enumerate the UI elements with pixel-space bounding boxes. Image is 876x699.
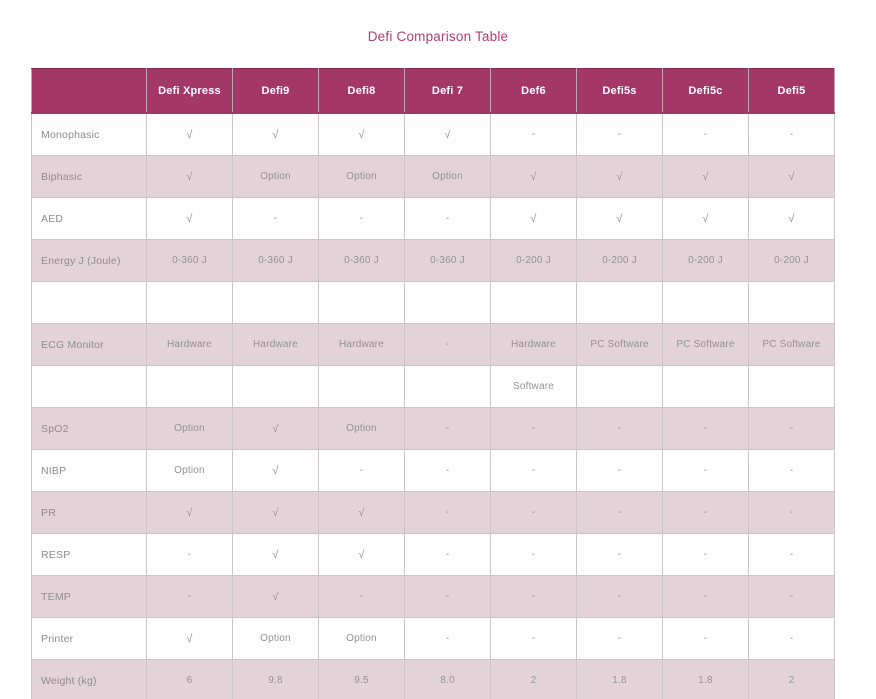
table-cell: 1.8	[663, 660, 749, 699]
table-row	[32, 450, 835, 492]
table-cell: -	[405, 450, 491, 492]
table-cell: Hardware	[147, 324, 233, 366]
table-cell: -	[147, 534, 233, 576]
table-cell: -	[405, 324, 491, 366]
row-label: AED	[32, 198, 147, 240]
table-row	[32, 366, 835, 408]
table-cell: Option	[147, 408, 233, 450]
table-cell: √	[233, 492, 319, 534]
table-cell: -	[405, 492, 491, 534]
table-row	[32, 492, 835, 534]
table-cell: Option	[147, 450, 233, 492]
table-cell: 0-200 J	[577, 240, 663, 282]
table-cell: -	[491, 113, 577, 156]
table-cell: √	[491, 198, 577, 240]
table-cell: 0-200 J	[749, 240, 835, 282]
table-cell: √	[147, 492, 233, 534]
table-row	[32, 198, 835, 240]
table-cell: -	[405, 198, 491, 240]
table-cell: √	[233, 450, 319, 492]
table-row	[32, 408, 835, 450]
table-cell: Hardware	[319, 324, 405, 366]
table-cell: 0-360 J	[147, 240, 233, 282]
row-label: PR	[32, 492, 147, 534]
table-cell: 0-360 J	[405, 240, 491, 282]
row-label: Printer	[32, 618, 147, 660]
row-label: NIBP	[32, 450, 147, 492]
table-row	[32, 618, 835, 660]
column-header: Defi Xpress	[147, 69, 233, 114]
table-cell: -	[749, 450, 835, 492]
table-cell: -	[749, 576, 835, 618]
table-cell: -	[577, 450, 663, 492]
table-row	[32, 534, 835, 576]
table-cell: √	[147, 618, 233, 660]
table-cell: -	[749, 534, 835, 576]
table-cell: Hardware	[491, 324, 577, 366]
table-cell: √	[577, 198, 663, 240]
table-cell: √	[577, 156, 663, 198]
table-cell	[319, 282, 405, 324]
table-cell: -	[577, 576, 663, 618]
table-cell: 0-200 J	[491, 240, 577, 282]
table-cell	[663, 366, 749, 408]
table-cell: Option	[233, 156, 319, 198]
table-cell	[405, 282, 491, 324]
table-cell: 2	[749, 660, 835, 699]
table-cell: Software	[491, 366, 577, 408]
table-cell: -	[147, 576, 233, 618]
table-cell: -	[405, 576, 491, 618]
table-cell: 2	[491, 660, 577, 699]
column-header: Defi 7	[405, 69, 491, 114]
table-cell: 9.8	[233, 660, 319, 699]
table-cell: -	[663, 408, 749, 450]
column-header: Def6	[491, 69, 577, 114]
table-row	[32, 576, 835, 618]
table-cell: -	[491, 618, 577, 660]
table-cell	[491, 282, 577, 324]
table-cell: √	[319, 534, 405, 576]
row-label: SpO2	[32, 408, 147, 450]
table-cell: PC Software	[663, 324, 749, 366]
table-row	[32, 282, 835, 324]
row-label: Weight (kg)	[32, 660, 147, 699]
table-cell: √	[233, 408, 319, 450]
table-cell: 0-360 J	[233, 240, 319, 282]
table-cell: Hardware	[233, 324, 319, 366]
table-cell: -	[663, 576, 749, 618]
row-label: TEMP	[32, 576, 147, 618]
table-cell: -	[663, 113, 749, 156]
comparison-table	[31, 68, 835, 699]
table-cell: -	[663, 534, 749, 576]
column-header: Defi9	[233, 69, 319, 114]
table-cell: 8.0	[405, 660, 491, 699]
table-cell: -	[491, 534, 577, 576]
table-cell: 0-360 J	[319, 240, 405, 282]
table-cell	[319, 366, 405, 408]
table-cell: PC Software	[577, 324, 663, 366]
table-cell: √	[663, 156, 749, 198]
table-cell	[233, 366, 319, 408]
table-cell: -	[491, 450, 577, 492]
table-cell: √	[319, 492, 405, 534]
table-cell: -	[405, 408, 491, 450]
table-cell: -	[663, 450, 749, 492]
table-cell: √	[233, 534, 319, 576]
table-cell: Option	[319, 618, 405, 660]
table-cell: √	[147, 198, 233, 240]
table-cell: -	[577, 534, 663, 576]
table-cell: Option	[319, 156, 405, 198]
row-label: Energy J (Joule)	[32, 240, 147, 282]
row-label	[32, 366, 147, 408]
table-cell: √	[147, 113, 233, 156]
table-row	[32, 113, 835, 156]
table-body	[32, 113, 835, 699]
table-cell: -	[663, 618, 749, 660]
row-label: Biphasic	[32, 156, 147, 198]
table-cell: 6	[147, 660, 233, 699]
table-row	[32, 240, 835, 282]
table-cell: -	[749, 618, 835, 660]
table-cell: -	[405, 618, 491, 660]
table-cell: √	[319, 113, 405, 156]
table-cell	[233, 282, 319, 324]
header-row	[32, 69, 835, 114]
header-cell-empty	[32, 69, 147, 114]
table-cell: Option	[405, 156, 491, 198]
table-cell: -	[491, 408, 577, 450]
table-cell	[405, 366, 491, 408]
table-cell	[577, 366, 663, 408]
table-cell: -	[577, 492, 663, 534]
table-cell: -	[319, 198, 405, 240]
table-cell: Option	[233, 618, 319, 660]
table-cell: √	[491, 156, 577, 198]
table-cell	[147, 282, 233, 324]
row-label: ECG Monitor	[32, 324, 147, 366]
row-label: RESP	[32, 534, 147, 576]
column-header: Defi5c	[663, 69, 749, 114]
page-title: Defi Comparison Table	[367, 29, 509, 44]
table-row	[32, 156, 835, 198]
table-cell: √	[233, 113, 319, 156]
table-cell	[577, 282, 663, 324]
table-cell: -	[319, 450, 405, 492]
table-cell: -	[491, 492, 577, 534]
table-cell	[147, 366, 233, 408]
table-cell: -	[577, 113, 663, 156]
table-cell: -	[749, 492, 835, 534]
table-cell: PC Software	[749, 324, 835, 366]
table-row	[32, 324, 835, 366]
table-cell: 9.5	[319, 660, 405, 699]
table-cell: -	[405, 534, 491, 576]
table-row	[32, 660, 835, 699]
table-cell: √	[405, 113, 491, 156]
table-cell	[749, 282, 835, 324]
table-cell: √	[233, 576, 319, 618]
table-cell: -	[577, 618, 663, 660]
table-cell: -	[749, 408, 835, 450]
table-cell: -	[233, 198, 319, 240]
table-cell	[749, 366, 835, 408]
table-cell: -	[663, 492, 749, 534]
table-cell: Option	[319, 408, 405, 450]
table-cell: -	[491, 576, 577, 618]
row-label: Monophasic	[32, 113, 147, 156]
table-cell: -	[577, 408, 663, 450]
column-header: Defi8	[319, 69, 405, 114]
table-cell: √	[749, 198, 835, 240]
table-cell: √	[663, 198, 749, 240]
table-cell	[663, 282, 749, 324]
column-header: Defi5s	[577, 69, 663, 114]
table-cell: √	[749, 156, 835, 198]
row-label	[32, 282, 147, 324]
table-cell: -	[319, 576, 405, 618]
table-cell: 1.8	[577, 660, 663, 699]
table-cell: -	[749, 113, 835, 156]
table-cell: 0-200 J	[663, 240, 749, 282]
column-header: Defi5	[749, 69, 835, 114]
table-cell: √	[147, 156, 233, 198]
